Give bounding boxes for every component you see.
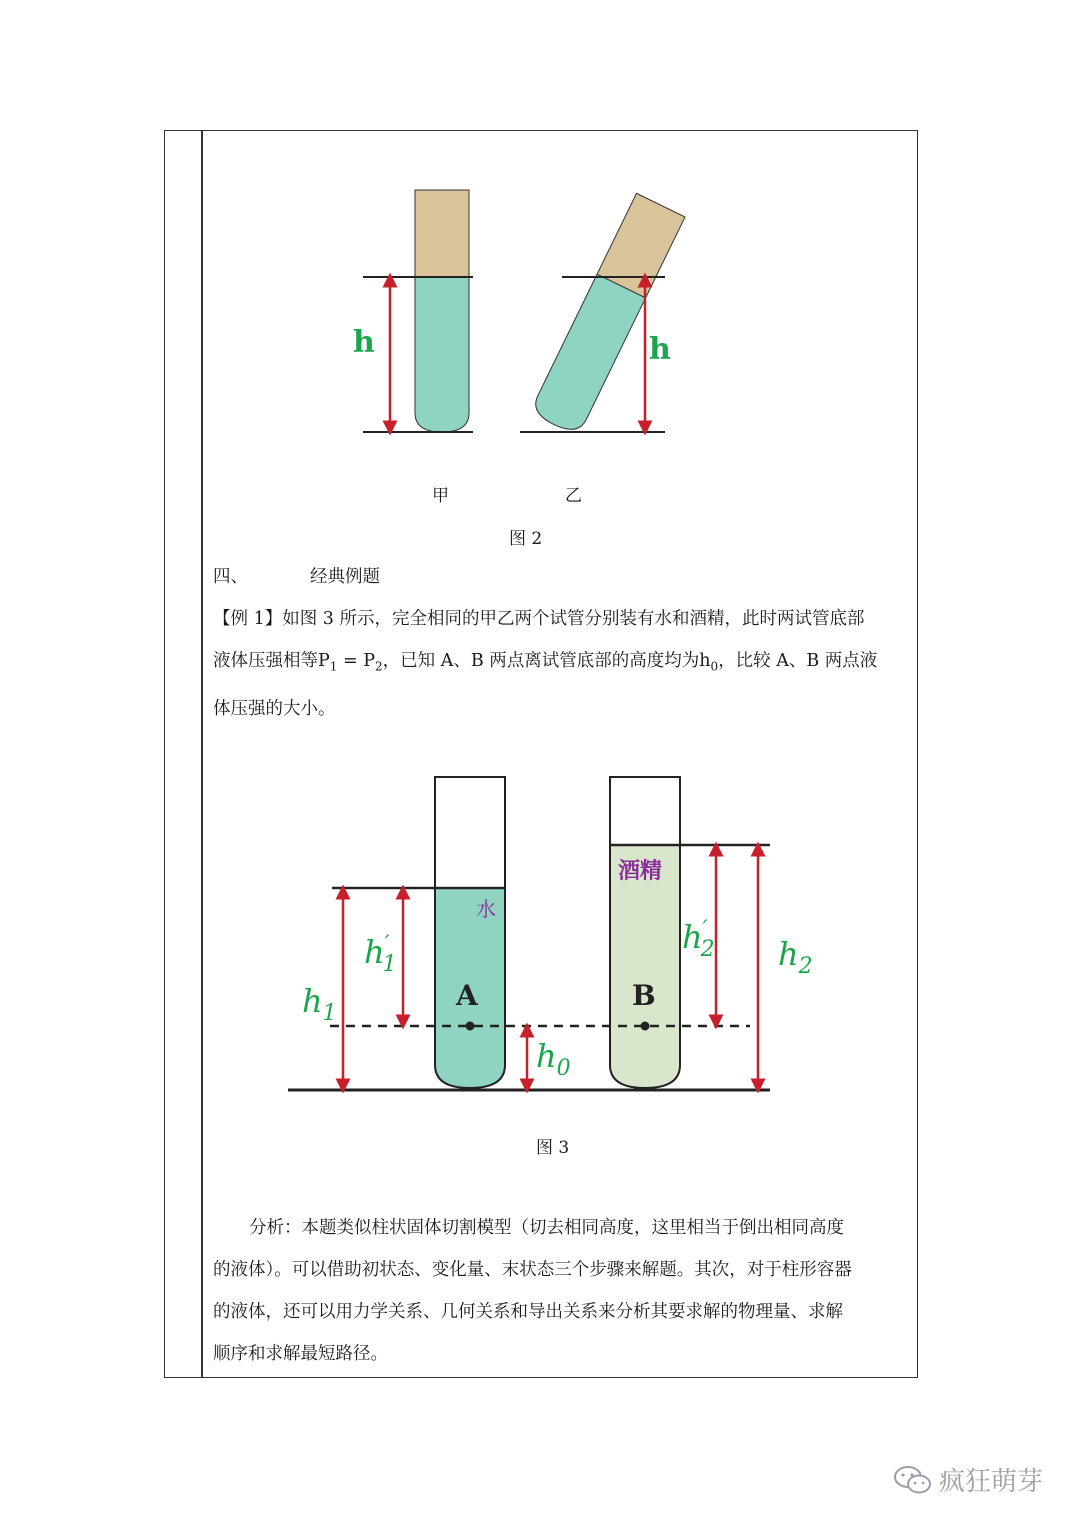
figure-3-diagram bbox=[280, 770, 813, 1100]
figure-3-caption: 图 3 bbox=[536, 1138, 570, 1158]
tube-label-yi: 乙 bbox=[565, 486, 582, 506]
analysis-line-2: 的液体）。可以借助初状态、变化量、末状态三个步骤来解题。其次，对于柱形容器 bbox=[213, 1260, 852, 1280]
example-1-line-1: 【例 1】如图 3 所示，完全相同的甲乙两个试管分别装有水和酒精，此时两试管底部 bbox=[213, 609, 865, 629]
tube-water bbox=[435, 777, 505, 1088]
h1-prime-label: h′ 1 bbox=[364, 932, 397, 977]
h2-label: $h_2$ bbox=[778, 935, 813, 979]
example-1-line-2: 液体压强相等$P_1 = P_2$，已知 A、B 两点离试管底部的高度均为$h_0$，比较 A、B 两点液 bbox=[213, 651, 878, 674]
example-1-paragraph bbox=[213, 598, 913, 730]
wechat-icon bbox=[893, 1464, 933, 1496]
tube-label-jia: 甲 bbox=[432, 486, 449, 506]
section-title: 经典例题 bbox=[310, 567, 380, 587]
point-a-dot bbox=[466, 1022, 475, 1031]
table-column-divider bbox=[201, 130, 203, 1378]
analysis-paragraph bbox=[213, 1207, 913, 1375]
h-label-left: h bbox=[353, 325, 375, 360]
section-number: 四、 bbox=[213, 567, 248, 587]
point-b-label: B bbox=[632, 979, 656, 1012]
h0-label: $h_0$ bbox=[536, 1037, 571, 1081]
alcohol-label: 酒精 bbox=[618, 858, 663, 884]
figure-2-caption: 图 2 bbox=[509, 529, 543, 549]
analysis-line-4: 顺序和求解最短路径。 bbox=[213, 1344, 388, 1364]
h1-label: $h_1$ bbox=[302, 982, 337, 1026]
tube-alcohol bbox=[610, 777, 680, 1088]
analysis-line-3: 的液体，还可以用力学关系、几何关系和导出关系来分析其要求解的物理量、求解 bbox=[213, 1302, 843, 1322]
example-1-line-3: 体压强的大小。 bbox=[213, 698, 336, 719]
figure-2-diagram bbox=[340, 180, 680, 450]
point-b-dot bbox=[641, 1022, 650, 1031]
tube-jia bbox=[415, 190, 469, 432]
analysis-line-1: 分析：本题类似柱状固体切割模型（切去相同高度，这里相当于倒出相同高度 bbox=[249, 1218, 844, 1238]
water-label: 水 bbox=[476, 897, 496, 921]
section-heading bbox=[213, 563, 380, 588]
point-a-label: A bbox=[456, 979, 478, 1012]
watermark-text: 疯狂萌芽 bbox=[939, 1467, 1044, 1497]
h2-prime-label: h′ 2 bbox=[682, 917, 715, 962]
tube-yi bbox=[530, 193, 685, 436]
h-label-right: h bbox=[649, 332, 671, 367]
watermark bbox=[893, 1461, 1043, 1498]
